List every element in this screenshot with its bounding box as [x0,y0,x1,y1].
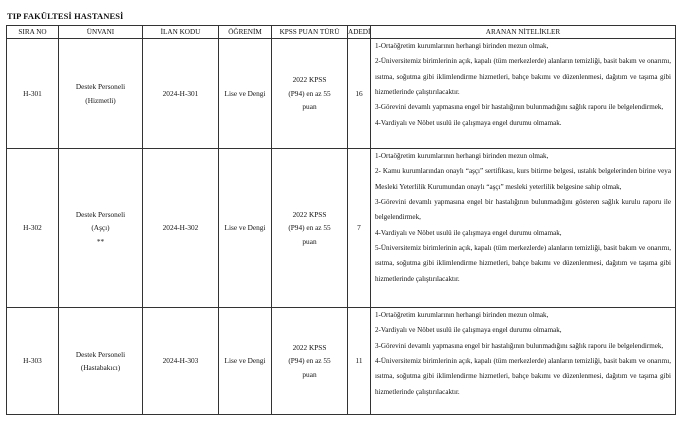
header-sira-no: SIRA NO [7,26,59,39]
kpss-cell [272,308,348,415]
nitelik-item: 3-Görevini devamlı yapmasına engel bir hastalığının bulunmadığını sağlık raporu ile belgelendirmek, [375,341,664,350]
kpss-line-1: 2022 KPSS [292,209,327,219]
sira-no-cell: H-303 [7,308,59,415]
unvan-subtitle: (Hastabakıcı) [80,363,121,372]
adet-cell: 7 [348,149,371,308]
nitelik-item: 4-Vardiyalı ve Nöbet usulü ile çalışmaya engel durumu olmamak. [375,118,562,127]
unvan-title: Destek Personeli [75,349,126,359]
nitelik-item: 5-Üniversitemiz birimlerinin açık, kapalı (tüm merkezlerde) alanların temizliği, basit bakım ve onarımı, ısıtma, soğutma gibi iklimlendirme hizmetleri, bahçe bakımı ve düzenlenmesi, dağıtım ve taşıma gibi hizmetlerinde çalıştırılacaktır. [375,244,671,283]
header-adedi: ADEDİ [348,26,371,39]
nitelik-item: 1-Ortaöğretim kurumlarının herhangi birinden mezun olmak, [375,42,549,50]
unvan-cell [59,308,143,415]
adet-cell: 11 [348,308,371,415]
header-ogrenim: ÖĞRENİM [219,26,272,39]
kpss-cell [272,149,348,308]
kpss-line-3: puan [302,369,317,379]
kpss-line-3: puan [302,236,317,246]
job-postings-table [6,25,676,415]
ogrenim-cell: Lise ve Dengi [219,308,272,415]
unvan-subtitle: (Hizmetli) [85,95,116,105]
nitelik-item: 4-Üniversitemiz birimlerinin açık, kapalı (tüm merkezlerde) alanların temizliği, basit bakım ve onarımı, ısıtma, soğutma gibi iklimlendirme hizmetleri, bahçe bakımı ve düzenlenmesi, dağıtım ve taşıma gibi hizmetlerinde çalıştırılacaktır. [375,357,671,396]
kpss-line-2: (P94) en az 55 [288,356,331,366]
ilan-kodu-cell: 2024-H-302 [143,149,219,308]
kpss-line-2: (P94) en az 55 [288,223,331,233]
header-ilan-kodu: İLAN KODU [143,26,219,39]
nitelik-item: 1-Ortaöğretim kurumlarının herhangi birinden mezun olmak, [375,152,549,160]
kpss-line-2: (P94) en az 55 [288,88,331,98]
nitelik-item: 4-Vardiyalı ve Nöbet usulü ile çalışmaya engel durumu olmamak, [375,228,562,237]
nitelikler-cell [371,149,676,308]
nitelik-item: 1-Ortaöğretim kurumlarının herhangi birinden mezun olmak, [375,311,549,319]
table-row [7,39,676,149]
nitelik-item: 3-Görevini devamlı yapmasına engel bir hastalığının bulunmadığını sağlık raporu ile belgelendirmek, [375,103,664,112]
ilan-kodu-cell: 2024-H-301 [143,39,219,149]
nitelikler-cell [371,308,676,415]
unvan-subtitle: (Aşçı) [91,223,110,233]
table-row [7,149,676,308]
ogrenim-cell: Lise ve Dengi [219,39,272,149]
header-aranan-nitelikler: ARANAN NİTELİKLER [371,26,676,39]
nitelik-item: 2- Kamu kurumlarından onaylı “aşçı” sertifikası, kurs bitirme belgesi, ustalık belgelerinden birine veya Mesleki Yeterlilik Kurumundan onaylı “aşçı” mesleki yeterlilik belgesine sahip olmak, [375,167,671,191]
unvan-note: ** [96,236,105,246]
kpss-line-1: 2022 KPSS [292,75,327,85]
kpss-line-3: puan [302,102,317,112]
unvan-cell [59,39,143,149]
nitelik-item: 2-Vardiyalı ve Nöbet usulü ile çalışmaya engel durumu olmamak, [375,326,562,335]
table-row [7,308,676,415]
sira-no-cell: H-302 [7,149,59,308]
ilan-kodu-cell: 2024-H-303 [143,308,219,415]
nitelik-item: 2-Üniversitemiz birimlerinin açık, kapalı (tüm merkezlerde) alanların temizliği, basit bakım ve onarımı, ısıtma, soğutma gibi iklimlendirme hizmetleri, bahçe bakımı ve düzenlenmesi, dağıtım ve taşıma gibi hizmetlerinde çalıştırılacaktır. [375,57,671,97]
kpss-cell [272,39,348,149]
nitelikler-cell [371,39,676,149]
header-kpss-puan-turu: KPSS PUAN TÜRÜ [272,26,348,39]
unvan-cell [59,149,143,308]
unvan-title: Destek Personeli [75,82,126,91]
table-caption: TIP FAKÜLTESİ HASTANESİ [7,11,124,21]
header-row [7,26,676,39]
ogrenim-cell: Lise ve Dengi [219,149,272,308]
nitelik-item: 3-Görevini devamlı yapmasına engel bir hastalığının bulunmadığını gösteren sağlık kurulu raporu ile belgelendirmek, [375,198,671,222]
adet-cell: 16 [348,39,371,149]
header-unvani: ÜNVANI [59,26,143,39]
kpss-line-1: 2022 KPSS [292,342,327,352]
unvan-title: Destek Personeli [75,209,126,219]
sira-no-cell: H-301 [7,39,59,149]
